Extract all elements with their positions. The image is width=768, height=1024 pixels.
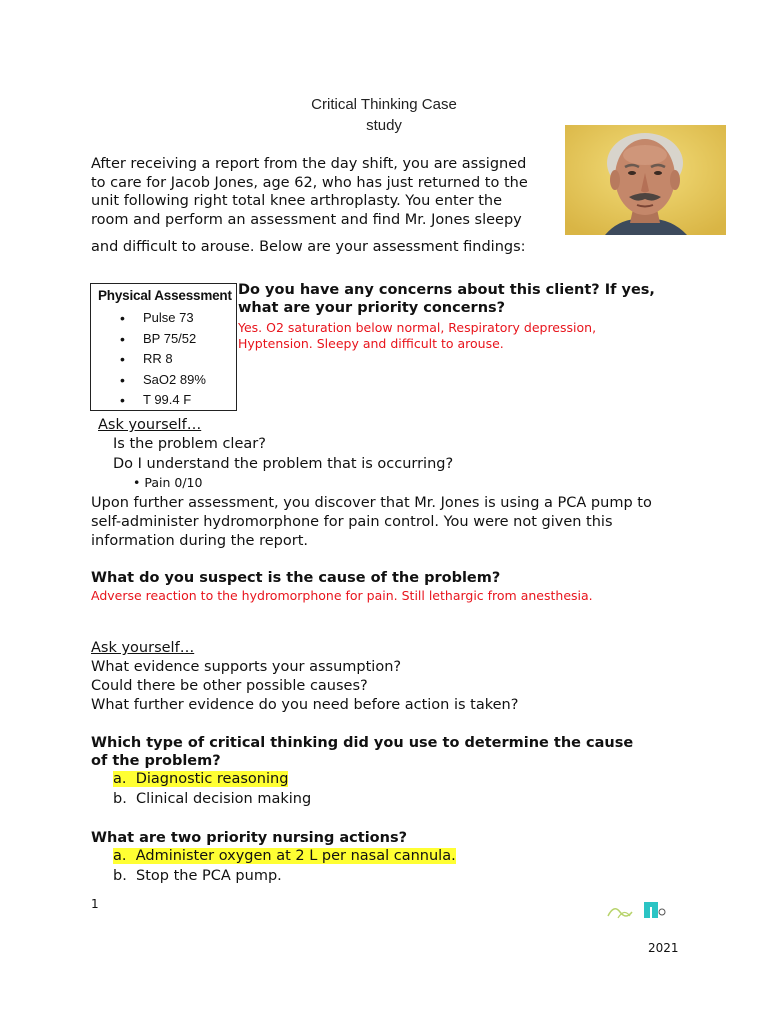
intro-line: room and perform an assessment and find Mr. Jones sleepy [91,211,522,228]
title-line-1 [0,94,768,115]
question-3 [91,734,711,809]
ask-item: Could there be other possible causes? [91,678,368,694]
question-2 [91,569,711,604]
ask-yourself-heading-1: Ask yourself… [98,417,202,433]
ask-item: What evidence supports your assumption? [91,659,402,675]
further-line: information during the report. [91,533,308,549]
answer-1-line-1: Yes. O2 saturation below normal, Respiratory depression, [238,320,597,335]
option-marker: a. [113,771,127,787]
physical-assessment-box [90,283,237,411]
question-1-line-1: Do you have any concerns about this client? If yes, [238,282,655,298]
option-label: Diagnostic reasoning [135,771,289,787]
intro-line: to care for Jacob Jones, age 62, who has just returned to the [91,174,528,191]
question-2-text: What do you suspect is the cause of the problem? [91,570,501,586]
option-marker: a. [113,848,127,864]
ask-yourself-section-2 [91,639,711,715]
question-1 [238,281,698,351]
brand-logo [606,896,670,924]
question-4-options [113,847,711,886]
assessment-item-sao2: • SaO2 89% [91,370,206,391]
further-assessment-paragraph [91,494,691,551]
ask-item: Do I understand the problem that is occurring? [113,456,454,472]
option-label: Stop the PCA pump. [136,867,282,884]
bullet-dot: • [133,475,145,490]
option-highlight [113,848,456,864]
option-marker: b. [113,867,127,884]
page-number: 1 [91,897,99,911]
physical-assessment-title: Physical Assessment [98,288,232,303]
question-3-line-2: of the problem? [91,753,221,769]
option-clinical-decision-making [113,790,711,810]
ask-item: What further evidence do you need before action is taken? [91,697,519,713]
intro-line: unit following right total knee arthroplasty. You enter the [91,193,502,209]
assessment-item-temp: • T 99.4 F [91,390,206,411]
question-4 [91,829,711,886]
pain-bullet [133,475,202,491]
question-4-text: What are two priority nursing actions? [91,830,408,846]
physical-assessment-list [91,308,206,411]
pain-bullet-text: Pain 0/10 [144,475,203,490]
patient-photo [565,125,726,235]
question-3-line-1: Which type of critical thinking did you use to determine the cause [91,735,634,751]
option-label: Clinical decision making [136,790,312,807]
assessment-item-bp: • BP 75/52 [91,329,206,350]
ask-item: Is the problem clear? [113,436,266,452]
answer-2: Adverse reaction to the hydromorphone for pain. Still lethargic from anesthesia. [91,588,593,603]
option-marker: b. [113,790,127,807]
further-line: self-administer hydromorphone for pain control. You were not given this [91,514,613,530]
patient-portrait-illustration [565,125,726,235]
assessment-item-pulse: • Pulse 73 [91,308,206,329]
option-diagnostic-reasoning [113,770,711,790]
option-label: Administer oxygen at 2 L per nasal cannula. [135,848,456,864]
intro-line-last: and difficult to arouse. Below are your assessment findings: [91,239,526,255]
question-1-line-2: what are your priority concerns? [238,300,506,316]
answer-1-line-2: Hyptension. Sleepy and difficult to arouse. [238,335,504,351]
option-highlight [113,771,288,787]
further-line: Upon further assessment, you discover that Mr. Jones is using a PCA pump to [91,495,652,511]
title-line-2: study [366,117,402,134]
title-part-b: Case [421,96,457,113]
intro-paragraph [91,155,561,257]
assessment-item-rr: • RR 8 [91,349,206,370]
option-administer-oxygen [113,847,711,867]
ask-yourself-heading-2: Ask yourself… [91,640,195,656]
question-3-options [113,770,711,809]
brand-logo-graphic [606,896,670,924]
title-part-a: Critical Thinking [311,96,422,113]
option-stop-pca-pump [113,867,711,887]
year-label: 2021 [648,941,679,955]
intro-line: After receiving a report from the day shift, you are assigned [91,156,527,172]
